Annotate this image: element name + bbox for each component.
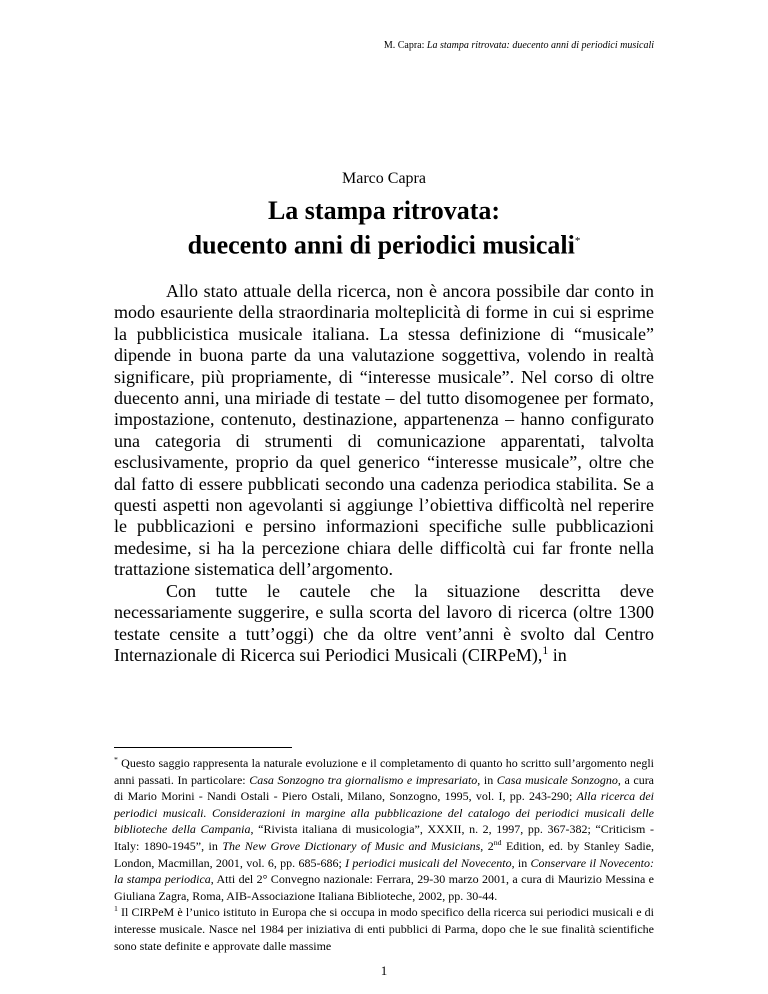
fn-title: I periodici musicali del Novecento [345,855,512,870]
fn-title: Casa Sonzogno tra giornalismo e impresariato [249,772,478,787]
paragraph-2-text: Con tutte le cautele che la situazione descritta deve necessariamente suggerire, e sulla scorta del lavoro di ricerca (oltre 1300 testate censite a tutt’oggi) che da oltre vent’anni è svolto dal Centro Internazionale di Ricerca sui Periodici Musicali (CIRPeM), [114,580,654,665]
footnote-1-marker: 1 [114,904,118,914]
paragraph-2 [114,581,654,667]
running-head-title: La stampa ritrovata: duecento anni di periodici musicali [426,40,654,51]
running-head-author: M. Capra: [383,40,425,51]
page-number: 1 [380,963,388,978]
title-line-2: duecento anni di periodici musicali [187,230,575,260]
fn-text: , Atti del 2° Convegno nazionale: Ferrara, 29-30 marzo 2001, a cura di Maurizio Messina e Giuliana Zagra, Roma, AIB-Associazione Italiana Biblioteche, 2002, pp. 30-44. [114,872,654,903]
fn-text: Edition, ed. by Stanley Sadie, London, Macmillan, 2001, vol. 6, pp. 685-686; [114,838,655,870]
fn-text: , “Rivista italiana di musicologia”, XXXII, n. 2, 1997, pp. 367-382; “Criticism - Italy: 1890-1945”, in [114,822,654,853]
running-head [384,40,654,51]
footnote-star [114,755,654,904]
footnote-ref-1: 1 [542,643,549,657]
fn-text: , in [511,855,531,870]
fn-text: , a cura di Mario Morini - Nandi Ostali - Piero Ostali, Milano, Sonzogno, 1995, vol. I, pp. 243-290; [114,772,655,804]
footnote-divider [114,747,292,748]
fn-title: The New Grove Dictionary of Music and Musicians [222,838,481,853]
title-line-1: La stampa ritrovata: [267,196,501,225]
article-author: Marco Capra [342,170,426,187]
fn-title: Alla ricerca dei periodici musicali. Considerazioni in margine alla pubblicazione del catalogo dei periodici musicali delle biblioteche della Campania [114,789,654,837]
article-body [114,281,654,666]
title-footnote-marker: * [574,235,581,247]
footnote-1-text: Il CIRPeM è l’unico istituto in Europa che si occupa in modo specifico della ricerca sui periodici musicali e di interesse musicale. Nasce nel 1984 per iniziativa di enti pubblici di Parma, dopo che le sue finalità scientifiche sono state definite e approvate dalle massime [114,905,654,953]
paragraph-2-tail: in [548,644,567,665]
fn-text: , in [477,772,497,787]
paragraph-1: Allo stato attuale della ricerca, non è ancora possibile dar conto in modo esauriente della straordinaria molteplicità di forme in cui si esprime la pubblicistica musicale italiana. La stessa definizione di “musicale” dipende in buona parte da una valutazione soggettiva, volendo in realtà significare, più propriamente, di “interesse musicale”. Nel corso di oltre duecento anni, una miriade di testate – del tutto disomogenee per formato, impostazione, contenuto, destinazione, appartenenza – hanno configurato una categoria di strumenti di comunicazione apparentati, talvolta esclusivamente, proprio da quel generico “interesse musicale”, oltre che dal fatto di essere pubblicati secondo una cadenza periodica stabilita. Se a questi aspetti non agevolanti si aggiunge l’obiettiva difficoltà nel reperire le pubblicazioni e persino informazioni specifiche sulle pubblicazioni medesime, si ha la percezione chiara delle difficoltà cui far fronte nella trattazione sistematica dell’argomento. [114,281,654,580]
fn-text: Questo saggio rappresenta la naturale evoluzione e il completamento di quanto ho scritto sull’argomento negli anni passati. In particolare: [114,756,654,787]
fn-superscript: nd [493,837,502,847]
footnote-star-marker: * [114,755,118,764]
article-title [0,196,768,261]
fn-title: Conservare il Novecento: la stampa periodica [114,855,654,887]
footnote-1 [114,904,654,954]
fn-text: , 2 [480,838,494,853]
fn-title: Casa musicale Sonzogno [496,772,618,787]
footnotes [114,755,654,954]
